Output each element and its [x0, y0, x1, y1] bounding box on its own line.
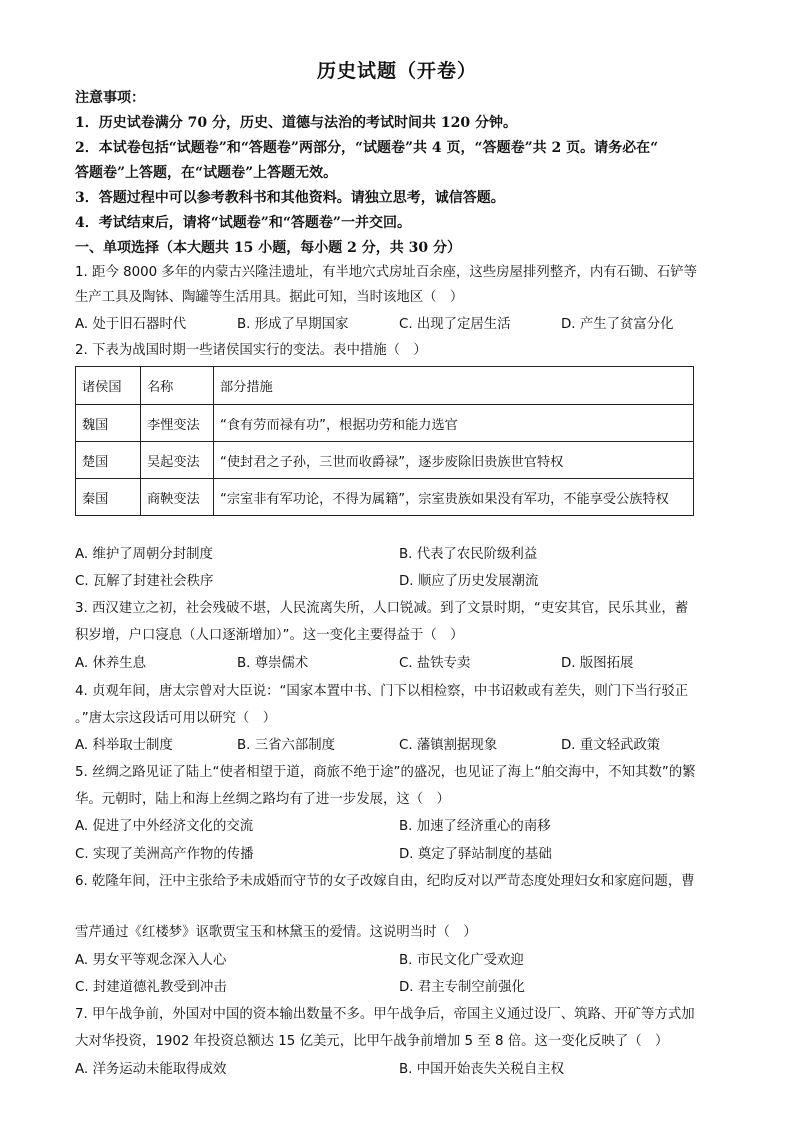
section-heading: 一、单项选择（本大题共 15 小题，每小题 2 分，共 30 分） [75, 240, 461, 256]
table-cell: 秦国 [76, 479, 141, 516]
table-cell: 魏国 [76, 405, 141, 442]
q2-option-d: D. 顺应了历史发展潮流 [399, 574, 539, 589]
q3-stem-line1: 3. 西汉建立之初，社会残破不堪，人民流离失所，人口锐减。到了文景时期，“吏安其官，民乐其业，蓄 [75, 601, 689, 616]
q6-stem-line2: 雪芹通过《红楼梦》讴歌贾宝玉和林黛玉的爱情。这说明当时（ ） [75, 925, 477, 940]
notice-item-1: 1．历史试卷满分 70 分，历史、道德与法治的考试时间共 120 分钟。 [75, 115, 517, 131]
q1-option-b: B. 形成了早期国家 [237, 317, 349, 332]
table-header-cell: 诸侯国 [76, 367, 141, 405]
table-header-cell: 名称 [141, 367, 214, 405]
q5-option-c: C. 实现了美洲高产作物的传播 [75, 847, 254, 862]
table-cell: 楚国 [76, 442, 141, 479]
q1-stem-line1: 1. 距今 8000 多年的内蒙古兴隆洼遗址，有半地穴式房址百余座，这些房屋排列整齐，内有石锄、石铲等 [75, 265, 698, 280]
q5-stem-line2: 华。元朝时，陆上和海上丝绸之路均有了进一步发展，这（ ） [75, 792, 450, 807]
q7-stem-line1: 7. 甲午战争前，外国对中国的资本输出数量不多。甲午战争后，帝国主义通过设厂、筑路、开矿等方式加 [75, 1007, 695, 1022]
q5-option-a: A. 促进了中外经济文化的交流 [75, 819, 254, 834]
q2-option-c: C. 瓦解了封建社会秩序 [75, 574, 214, 589]
q6-stem-line1: 6. 乾隆年间，汪中主张给予未成婚而守节的女子改嫁自由，纪昀反对以严苛态度处理妇女和家庭问题，曹 [75, 874, 695, 889]
q1-option-a: A. 处于旧石器时代 [75, 317, 187, 332]
q3-option-d: D. 版图拓展 [561, 656, 634, 671]
notice-item-4: 4．考试结束后，请将“试题卷”和“答题卷”一并交回。 [75, 215, 411, 231]
q1-option-c: C. 出现了定居生活 [399, 317, 511, 332]
q5-option-b: B. 加速了经济重心的南移 [399, 819, 551, 834]
table-header-cell: 部分措施 [214, 367, 694, 405]
table-row [76, 479, 694, 516]
q3-stem-line2: 积岁增，户口寖息（人口逐渐增加）”。这一变化主要得益于（ ） [75, 628, 464, 643]
page-title: 历史试题（开卷） [316, 60, 477, 82]
q7-stem-line2: 大对华投资，1902 年投资总额达 15 亿美元，比甲午战争前增加 5 至 8 倍。这一变化反映了（ ） [75, 1034, 669, 1049]
q2-option-a: A. 维护了周朝分封制度 [75, 547, 213, 562]
q2-option-b: B. 代表了农民阶级利益 [399, 547, 538, 562]
table-cell: 吴起变法 [141, 442, 214, 479]
q2-stem: 2. 下表为战国时期一些诸侯国实行的变法。表中措施（ ） [75, 343, 427, 358]
q4-stem-line2: 。”唐太宗这段话可用以研究（ ） [75, 711, 277, 726]
q4-stem-line1: 4. 贞观年间，唐太宗曾对大臣说：“国家本置中书、门下以相检察，中书诏敕或有差失，则门下当行驳正 [75, 684, 689, 699]
table-cell: “食有劳而禄有功”，根据功劳和能力选官 [214, 405, 694, 442]
q7-option-b: B. 中国开始丧失关税自主权 [399, 1062, 564, 1077]
q3-option-b: B. 尊崇儒术 [237, 656, 309, 671]
q3-option-c: C. 盐铁专卖 [399, 656, 471, 671]
q1-option-d: D. 产生了贫富分化 [561, 317, 674, 332]
table-row [76, 405, 694, 442]
q7-option-a: A. 洋务运动未能取得成效 [75, 1062, 227, 1077]
reform-table [75, 366, 694, 516]
q4-option-a: A. 科举取士制度 [75, 738, 173, 753]
table-row [76, 442, 694, 479]
q4-option-b: B. 三省六部制度 [237, 738, 336, 753]
notice-item-2-cont: 答题卷”上答题，在“试题卷”上答题无效。 [75, 165, 338, 181]
table-cell: 商鞅变法 [141, 479, 214, 516]
notice-item-2: 2．本试卷包括“试题卷”和“答题卷”两部分，“试题卷”共 4 页，“答题卷”共 2 页。请务必在“ [75, 140, 659, 156]
table-cell: “宗室非有军功论，不得为属籍”，宗室贵族如果没有军功，不能享受公族特权 [214, 479, 694, 516]
q3-option-a: A. 休养生息 [75, 656, 146, 671]
notice-heading: 注意事项： [75, 90, 145, 106]
table-cell: “使封君之子孙，三世而收爵禄”，逐步废除旧贵族世官特权 [214, 442, 694, 479]
table-cell: 李悝变法 [141, 405, 214, 442]
table-header-row [76, 367, 694, 405]
q4-option-c: C. 藩镇割据现象 [399, 738, 498, 753]
q4-option-d: D. 重文轻武政策 [561, 738, 661, 753]
q5-option-d: D. 奠定了驿站制度的基础 [399, 847, 552, 862]
notice-item-3: 3．答题过程中可以参考教科书和其他资料。请独立思考，诚信答题。 [75, 190, 505, 206]
q6-option-d: D. 君主专制空前强化 [399, 980, 525, 995]
q1-stem-line2: 生产工具及陶钵、陶罐等生活用具。据此可知，当时该地区（ ） [75, 290, 464, 305]
q5-stem-line1: 5. 丝绸之路见证了陆上“使者相望于道，商旅不绝于途”的盛况，也见证了海上“舶交海中，不知其数”的繁 [75, 765, 696, 780]
q6-option-a: A. 男女平等观念深入人心 [75, 953, 227, 968]
q6-option-b: B. 市民文化广受欢迎 [399, 953, 524, 968]
q6-option-c: C. 封建道德礼教受到冲击 [75, 980, 227, 995]
